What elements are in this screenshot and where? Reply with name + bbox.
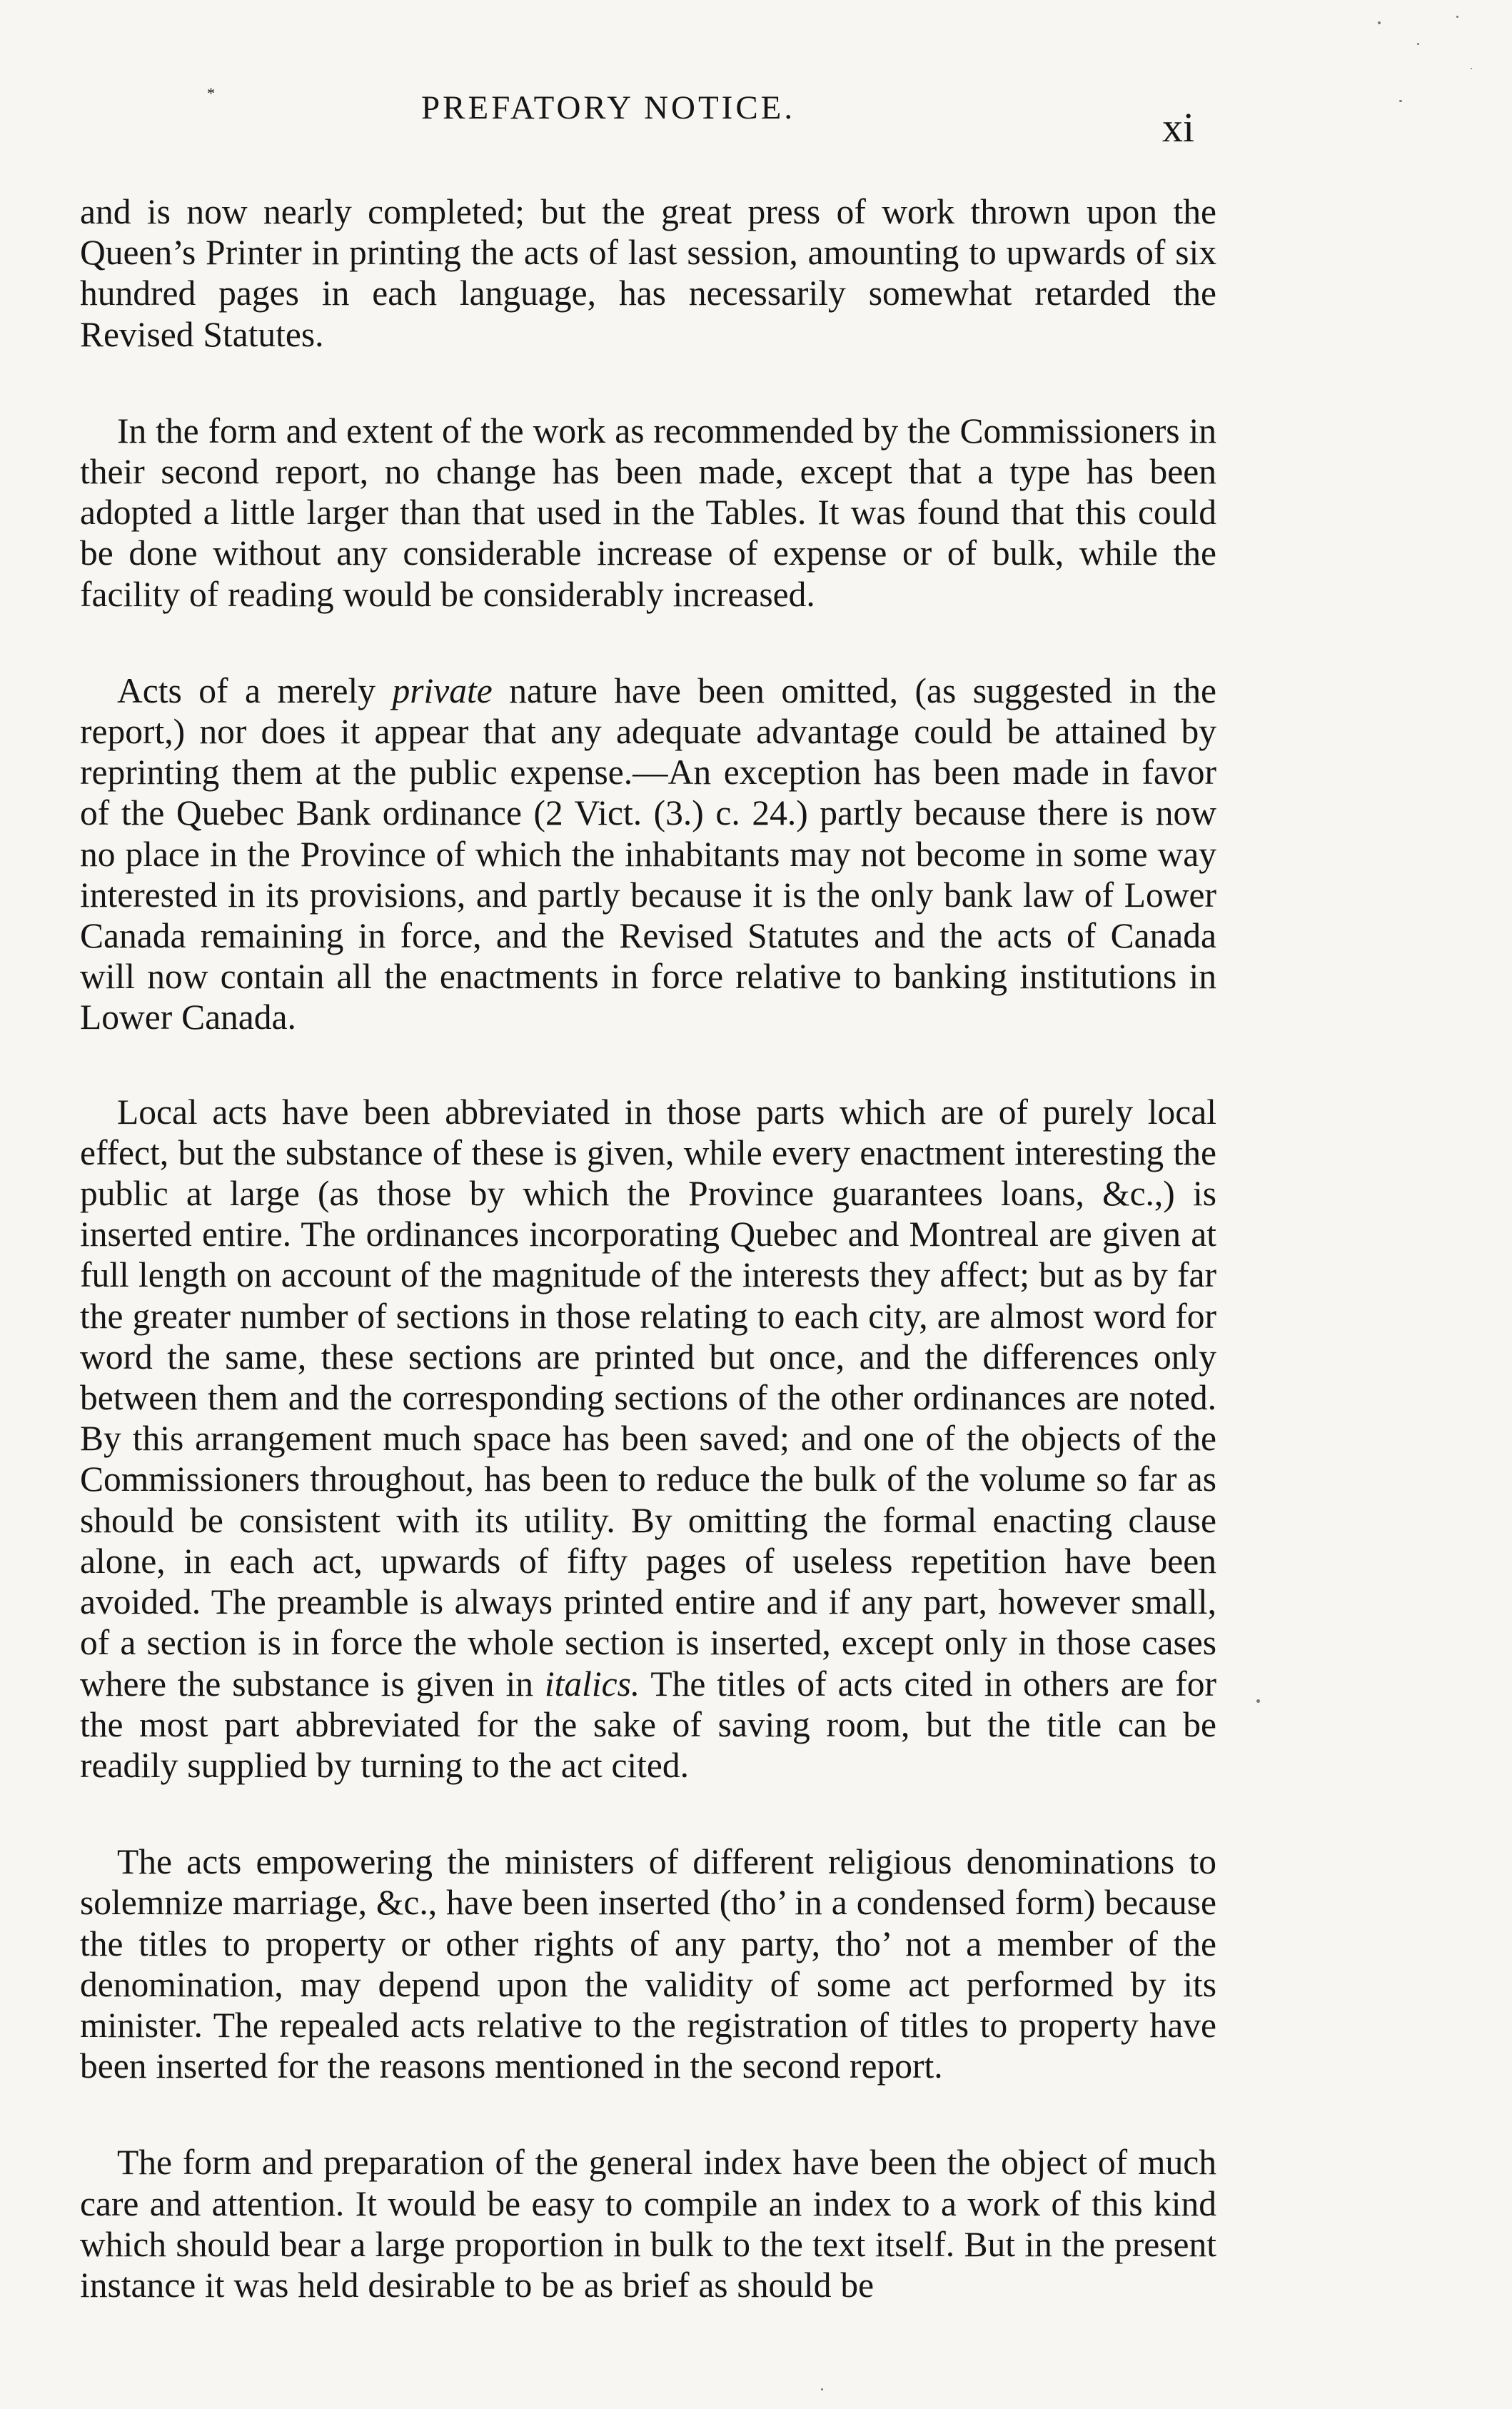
scan-speck [1256, 1699, 1260, 1703]
paragraph-text-segment: nature have been omitted, (as suggested in the report,) nor does it appear that any adequate advantage could be attained by reprinting them at the public expense.—An exception has been made in favor of the Quebec Bank ordinance (2 Vict. (3.) c. 24.) partly because there is now no place in the Province of which the inhabitants may not become in some way interested in its provisions, and partly because it is the only bank law of Lower Canada remaining in force, and the Revised Statutes and the acts of Canada will now contain all the enactments in force relative to banking institutions in Lower Canada. [80, 670, 1216, 1037]
paragraph-text-segment: Acts of a merely [117, 670, 393, 710]
paragraph-local-acts [80, 1092, 1216, 1786]
scan-speck [821, 2388, 823, 2390]
page-number: xi [1162, 104, 1195, 151]
paragraph-private-acts [80, 670, 1216, 1038]
body-text [80, 191, 1216, 2305]
italic-term: private [392, 670, 493, 710]
scan-speck [1378, 21, 1381, 24]
scan-speck [1399, 100, 1402, 102]
paragraph-form-and-extent: In the form and extent of the work as recommended by the Commissioners in their second report, no change has been made, except that a type has been adopted a little larger than that used in the Tables. It was found that this could be done without any considerable increase of expense or of bulk, while the facility of reading would be considerably increased. [80, 411, 1216, 614]
scan-speck [1417, 43, 1419, 45]
paragraph-continuation: and is now nearly completed; but the great press of work thrown upon the Queen’s Printer in printing the acts of last session, amounting to upwards of six hundred pages in each language, has necessarily somewhat retarded the Revised Statutes. [80, 192, 1216, 354]
paragraph-general-index: The form and preparation of the general index have been the object of much care and attention. It would be easy to compile an index to a work of this kind which should bear a large proportion in bulk to the text itself. But in the present instance it was held desirable to be as brief as should be [80, 2143, 1216, 2305]
paragraph-text-segment: The titles of acts cited in others are for the most part abbreviated for the sake of saving room, but the title can be readily supplied by turning to the act cited. [80, 1664, 1216, 1785]
paragraph-marriage-acts: The acts empowering the ministers of different religious denominations to solemnize marriage, &c., have been inserted (tho’ in a condensed form) because the titles to property or other rights of any party, tho’ not a member of the denomination, may depend upon the validity of some act performed by its minister. The repealed acts relative to the registration of titles to property have been inserted for the reasons mentioned in the second report. [80, 1842, 1216, 2086]
paragraph-text-segment: Local acts have been abbreviated in those parts which are of purely local effect, but the substance of these is given, while every enactment interesting the public at large (as those by which the Province guarantees loans, &c.,) is inserted entire. The ordinances incorporating Quebec and Montreal are given at full length on account of the magnitude of the interests they affect; but as by far the greater number of sections in those relating to each city, are almost word for word the same, these sections are printed but once, and the differences only between them and the corresponding sections of the other ordinances are noted. By this arrangement much space has been saved; and one of the objects of the Commissioners throughout, has been to reduce the bulk of the volume so far as should be consistent with its utility. By omitting the formal enacting clause alone, in each act, upwards of fifty pages of useless repetition have been avoided. The preamble is always printed entire and if any part, however small, of a section is in force the whole section is inserted, except only in those cases where the substance is given in [80, 1092, 1216, 1704]
running-head: PREFATORY NOTICE. [421, 89, 796, 126]
italic-term: italics. [544, 1664, 640, 1704]
scan-speck [1456, 16, 1458, 18]
printer-mark: * [207, 84, 215, 102]
scan-speck [1471, 68, 1472, 69]
